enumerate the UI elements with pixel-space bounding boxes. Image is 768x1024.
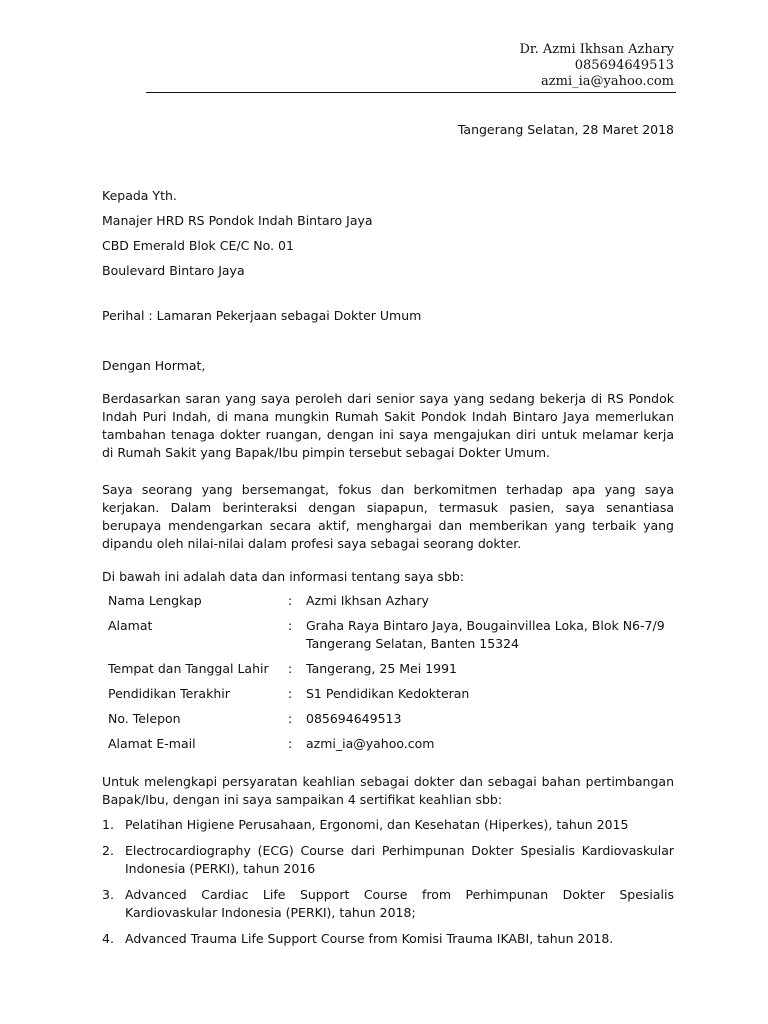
- sender-email: azmi_ia@yahoo.com: [541, 74, 674, 89]
- sender-phone: 085694649513: [574, 58, 674, 73]
- list-item: [102, 842, 674, 878]
- sender-name: Dr. Azmi Ikhsan Azhary: [519, 42, 674, 57]
- info-label: Pendidikan Terakhir: [108, 686, 230, 701]
- info-value: 085694649513: [306, 711, 402, 726]
- address-line-1: Graha Raya Bintaro Jaya, Bougainvillea Loka, Blok N6-7/9: [306, 618, 665, 633]
- info-label: No. Telepon: [108, 711, 181, 726]
- info-colon: :: [288, 736, 293, 751]
- letter-subject: Perihal : Lamaran Pekerjaan sebagai Dokter Umum: [102, 308, 422, 323]
- certificate-list: [102, 816, 674, 948]
- letterhead: [519, 42, 674, 90]
- certificates-intro: Untuk melengkapi persyaratan keahlian sebagai dokter dan sebagai bahan pertimbangan Bapak/Ibu, dengan ini saya sampaikan 4 sertifikat keahlian sbb:: [102, 774, 674, 807]
- info-value: Tangerang, 25 Mei 1991: [306, 661, 457, 676]
- info-label: Alamat: [108, 618, 153, 633]
- info-value: S1 Pendidikan Kedokteran: [306, 686, 470, 701]
- info-colon: :: [288, 711, 293, 726]
- info-row-education: [108, 685, 665, 710]
- info-value: [306, 617, 665, 660]
- info-intro: Di bawah ini adalah data dan informasi tentang saya sbb:: [102, 569, 465, 584]
- certificate-text: Electrocardiography (ECG) Course dari Perhimpunan Dokter Spesialis Kardiovaskular Indonesia (PERKI), tahun 2016: [125, 843, 674, 876]
- list-item: [102, 816, 674, 834]
- paragraph-1: Berdasarkan saran yang saya peroleh dari senior saya yang sedang bekerja di RS Pondok Indah Puri Indah, di mana mungkin Rumah Sakit Pondok Indah Bintaro Jaya memerlukan tambahan tenaga dokter ruangan, dengan ini saya mengajukan diri untuk melamar kerja di Rumah Sakit yang Bapak/Ibu pimpin tersebut sebagai Dokter Umum.: [102, 391, 674, 460]
- info-row-birth: [108, 660, 665, 685]
- list-number: 2.: [102, 843, 114, 858]
- info-row-name: [108, 592, 665, 617]
- recipient-block: [102, 183, 373, 283]
- recipient-greeting: Kepada Yth.: [102, 188, 177, 203]
- recipient-line-2: CBD Emerald Blok CE/C No. 01: [102, 238, 294, 253]
- certificate-text: Pelatihan Higiene Perusahaan, Ergonomi, dan Kesehatan (Hiperkes), tahun 2015: [125, 817, 629, 832]
- info-value: azmi_ia@yahoo.com: [306, 736, 435, 751]
- letter-body: [102, 357, 674, 956]
- list-number: 3.: [102, 887, 114, 902]
- recipient-line-3: Boulevard Bintaro Jaya: [102, 263, 245, 278]
- info-label: Tempat dan Tanggal Lahir: [108, 661, 269, 676]
- list-item: [102, 930, 674, 948]
- list-number: 4.: [102, 931, 114, 946]
- certificate-text: Advanced Trauma Life Support Course from Komisi Trauma IKABI, tahun 2018.: [125, 931, 614, 946]
- info-value: Azmi Ikhsan Azhary: [306, 593, 429, 608]
- letterhead-divider: [146, 92, 676, 93]
- recipient-line-1: Manajer HRD RS Pondok Indah Bintaro Jaya: [102, 213, 373, 228]
- info-row-email: [108, 735, 665, 760]
- info-colon: :: [288, 593, 293, 608]
- info-row-address: [108, 617, 665, 660]
- address-line-2: Tangerang Selatan, Banten 15324: [306, 636, 520, 651]
- info-colon: :: [288, 686, 293, 701]
- info-colon: :: [288, 618, 293, 633]
- info-label: Nama Lengkap: [108, 593, 202, 608]
- paragraph-2: Saya seorang yang bersemangat, fokus dan berkomitmen terhadap apa yang saya kerjakan. Dalam berinteraksi dengan siapapun, termasuk pasien, saya senantiasa berupaya mendengarkan secara aktif, menghargai dan memberikan yang terbaik yang dipandu oleh nilai-nilai dalam profesi saya sebagai seorang dokter.: [102, 482, 674, 551]
- salutation: Dengan Hormat,: [102, 358, 206, 373]
- letter-date: Tangerang Selatan, 28 Maret 2018: [457, 122, 674, 137]
- info-row-phone: [108, 710, 665, 735]
- personal-info-table: [108, 592, 665, 760]
- certificate-text: Advanced Cardiac Life Support Course from Perhimpunan Dokter Spesialis Kardiovaskular Indonesia (PERKI), tahun 2018;: [125, 887, 674, 920]
- info-colon: :: [288, 661, 293, 676]
- list-number: 1.: [102, 817, 114, 832]
- list-item: [102, 886, 674, 922]
- info-label: Alamat E-mail: [108, 736, 196, 751]
